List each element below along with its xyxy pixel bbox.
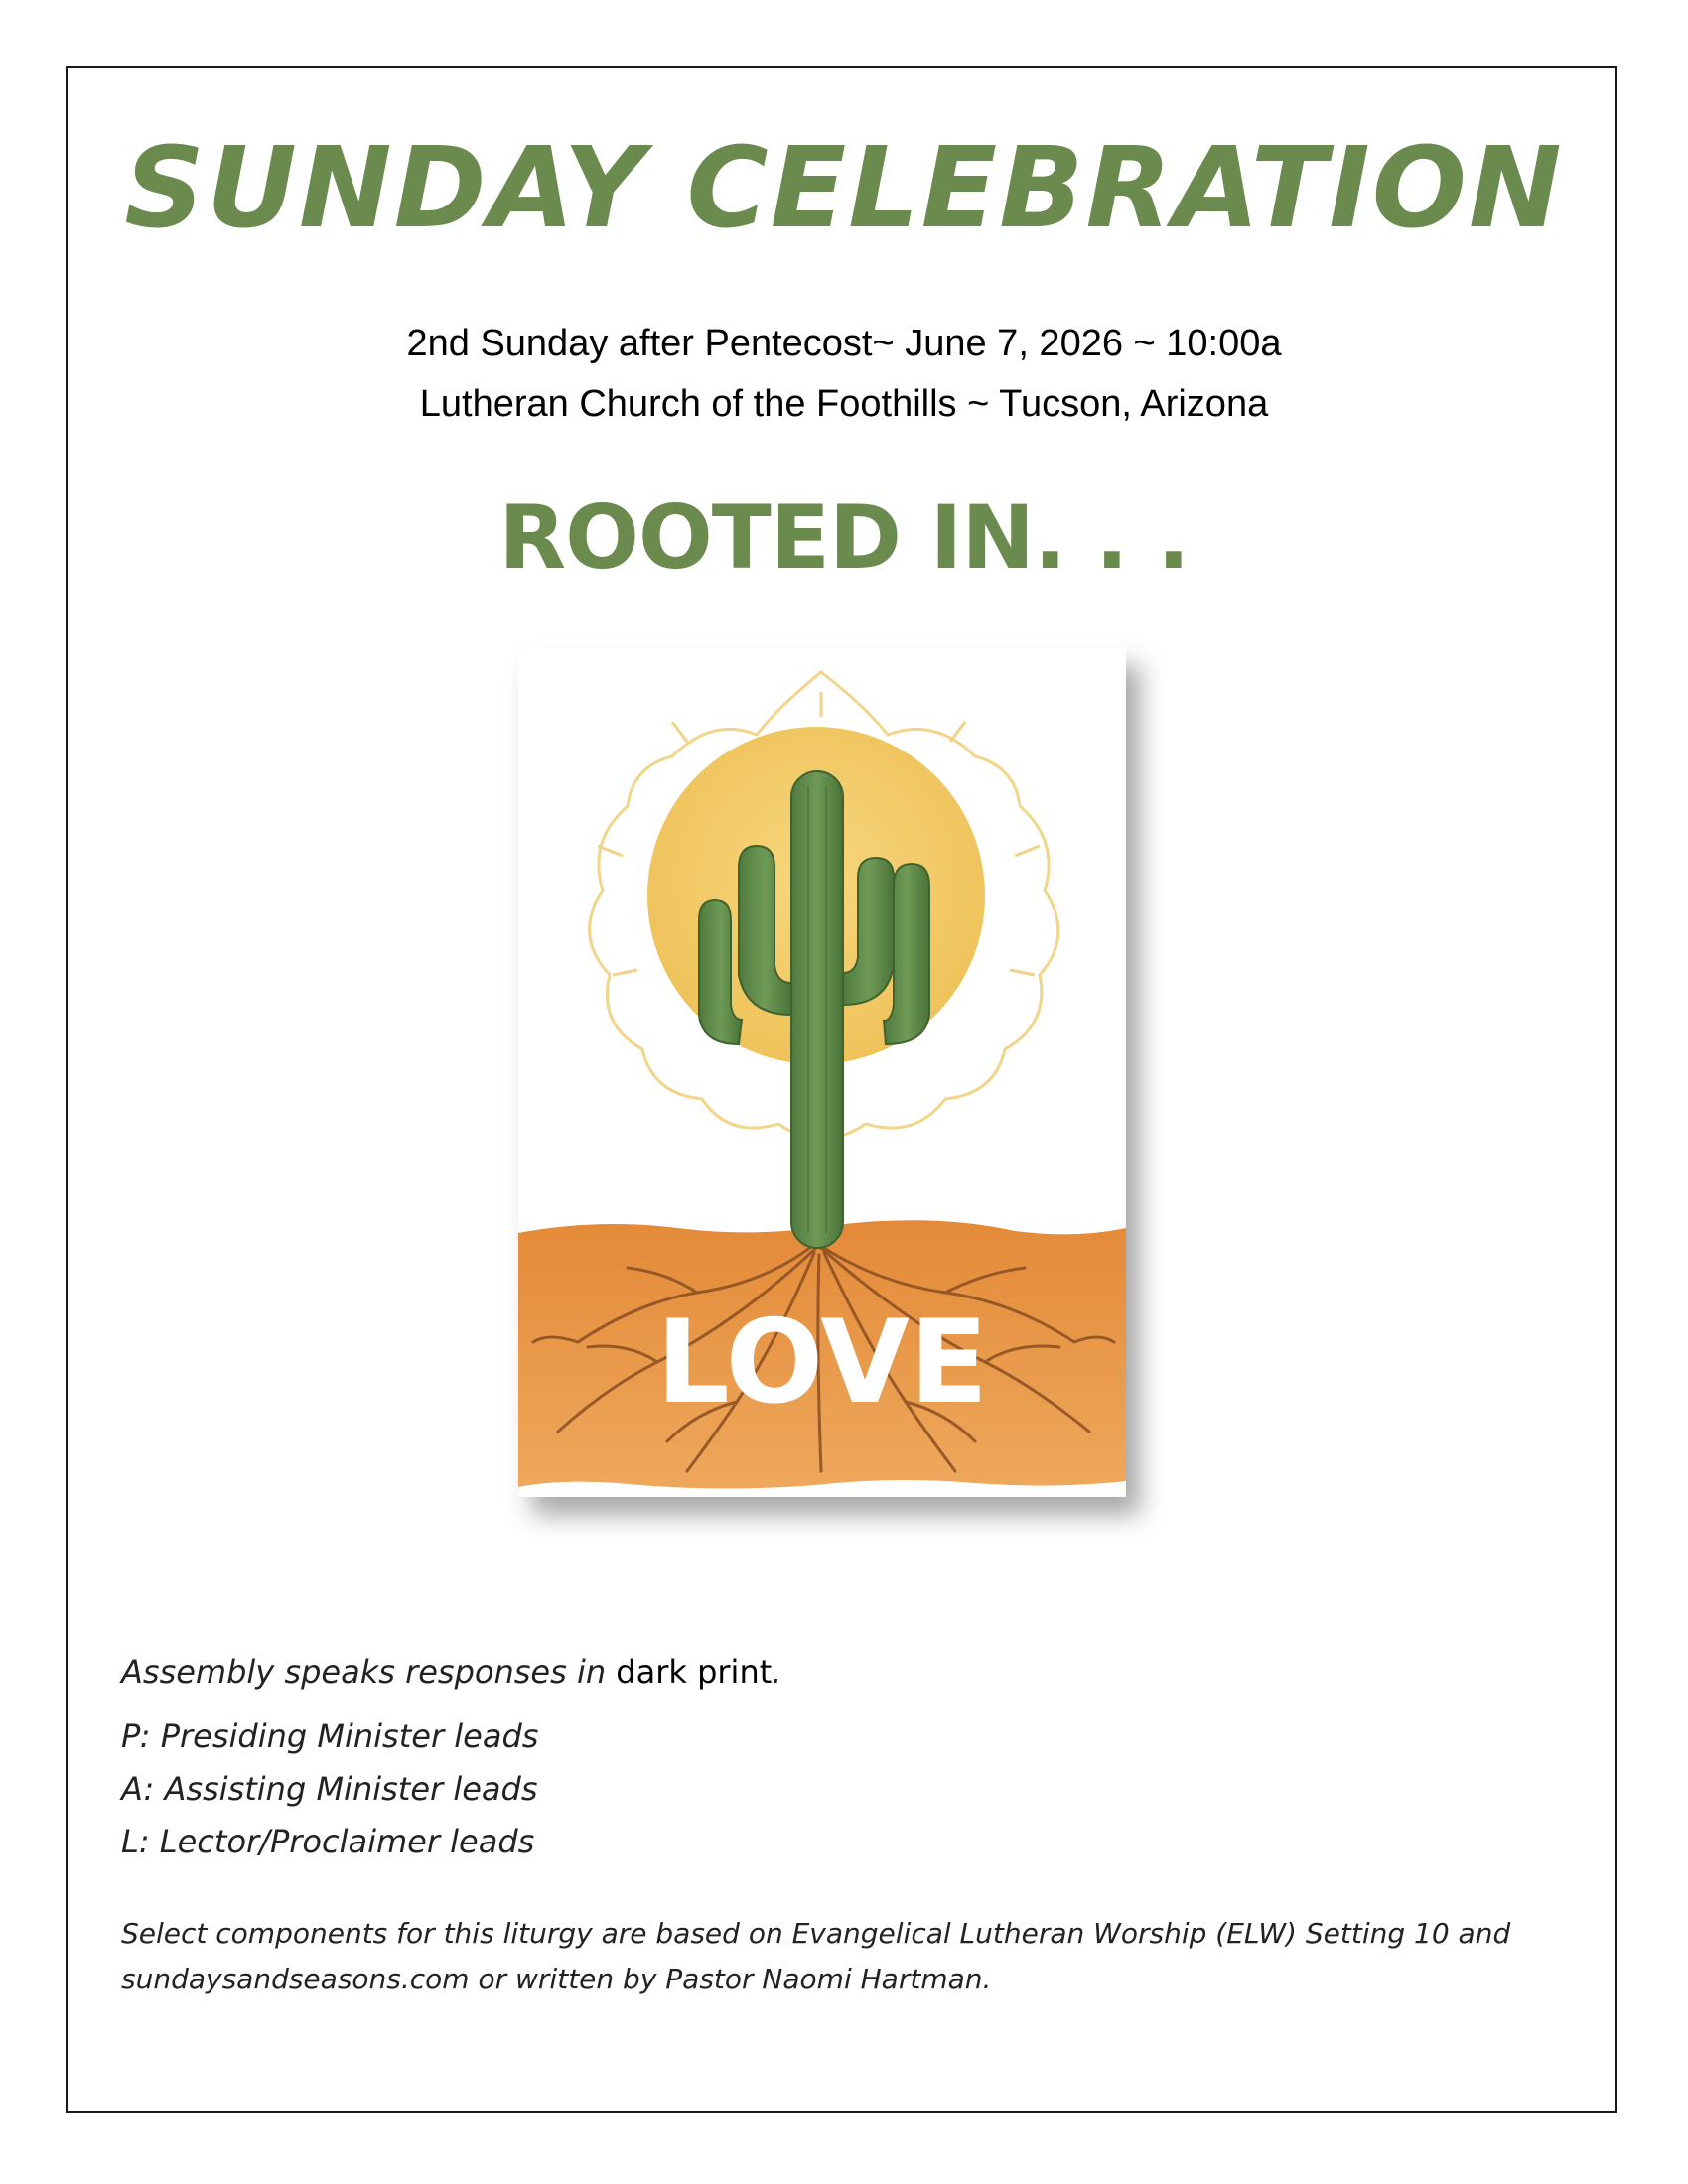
assembly-note xyxy=(121,1653,781,1691)
cover-illustration xyxy=(518,647,1126,1497)
assembly-note-end: . xyxy=(772,1653,782,1691)
image-word-love: LOVE xyxy=(655,1296,989,1430)
assembly-note-intro: Assembly speaks responses in xyxy=(121,1653,607,1691)
church-location-line: Lutheran Church of the Foothills ~ Tucson, Arizona xyxy=(419,383,1269,425)
role-presiding: P: Presiding Minister leads xyxy=(121,1717,539,1755)
role-lector: L: Lector/Proclaimer leads xyxy=(121,1823,535,1860)
page-title: SUNDAY CELEBRATION xyxy=(124,124,1564,253)
service-date-line: 2nd Sunday after Pentecost~ June 7, 2026 ~ 10:00a xyxy=(406,323,1282,364)
assembly-note-emphasis: dark print xyxy=(616,1653,773,1691)
source-note: Select components for this liturgy are based on Evangelical Lutheran Worship (ELW) Setting 10 and sundaysandseasons.com or written by Pastor Naomi Hartman. xyxy=(121,1917,1511,1995)
theme-heading: ROOTED IN. . . xyxy=(498,486,1190,589)
saguaro-cactus-illustration xyxy=(518,647,1126,1497)
role-assisting: A: Assisting Minister leads xyxy=(121,1770,538,1808)
